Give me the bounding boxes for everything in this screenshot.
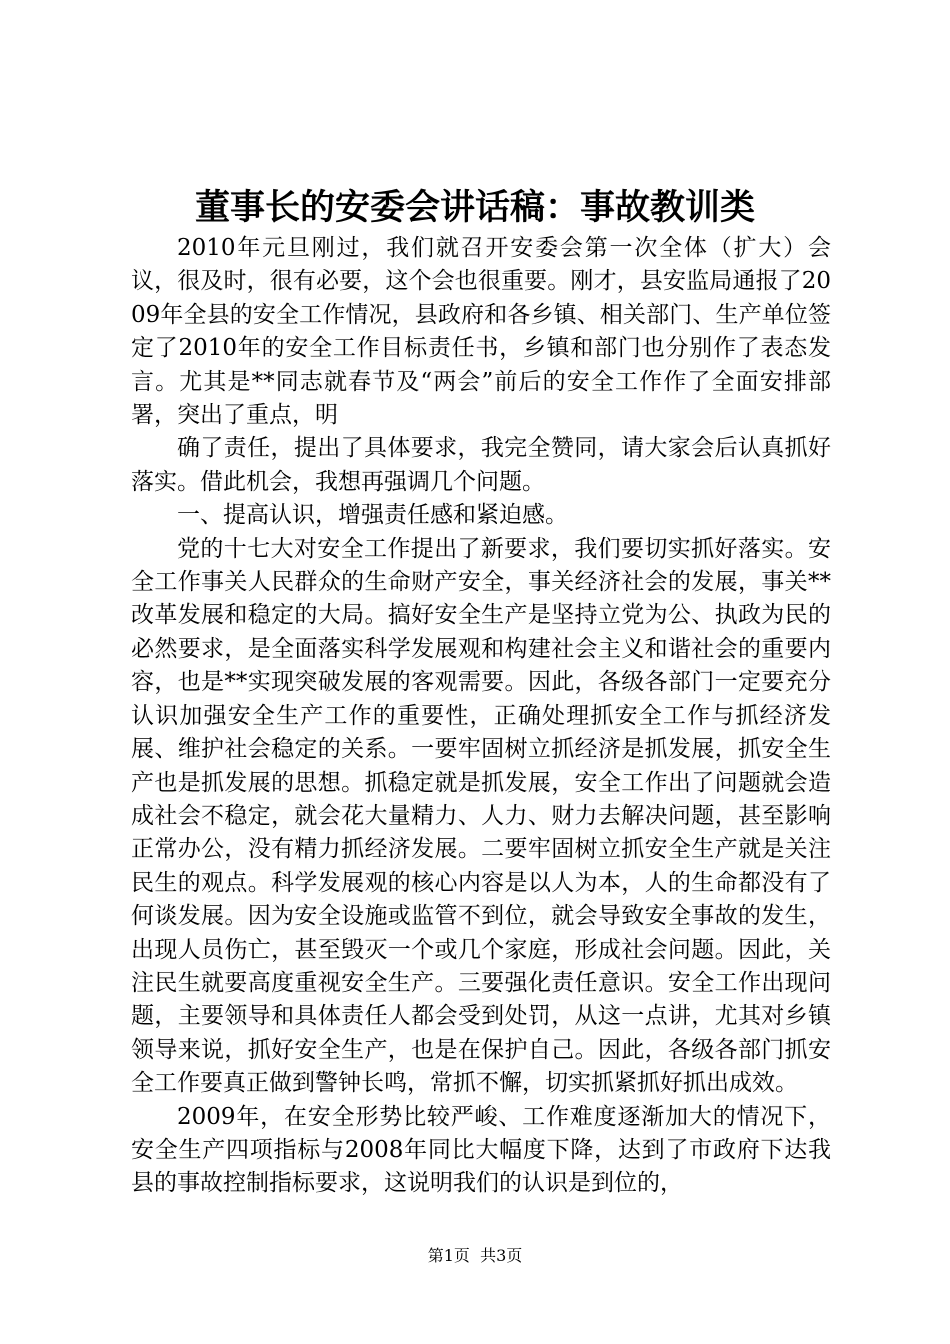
paragraph-4: 2009年，在安全形势比较严峻、工作难度逐渐加大的情况下，安全生产四项指标与2008年同比大幅度下降，达到了市政府下达我县的事故控制指标要求，这说明我们的认识是到位的， bbox=[131, 1103, 831, 1197]
page-number: 第1页 bbox=[427, 1246, 470, 1265]
document-title: 董事长的安委会讲话稿：事故教训类 bbox=[194, 187, 755, 228]
page-footer bbox=[0, 1246, 950, 1266]
paragraph-3: 党的十七大对安全工作提出了新要求，我们要切实抓好落实。安全工作事关人民群众的生命财产安全，事关经济社会的发展，事关**改革发展和稳定的大局。搞好安全生产是坚持立党为公、执政为民的必然要求，是全面落实科学发展观和构建社会主义和谐社会的重要内容，也是**实现突破发展的客观需要。因此，各级各部门一定要充分认识加强安全生产工作的重要性，正确处理抓安全工作与抓经济发展、维护社会稳定的关系。一要牢固树立抓经济是抓发展，抓安全生产也是抓发展的思想。抓稳定就是抓发展，安全工作出了问题就会造成社会不稳定，就会花大量精力、人力、财力去解决问题，甚至影响正常办公，没有精力抓经济发展。二要牢固树立抓安全生产就是关注民生的观点。科学发展观的核心内容是以人为本，人的生命都没有了何谈发展。因为安全设施或监管不到位，就会导致安全事故的发生，出现人员伤亡，甚至毁灭一个或几个家庭，形成社会问题。因此，关注民生就要高度重视安全生产。三要强化责任意识。安全工作出现问题，主要领导和具体责任人都会受到处罚，从这一点讲，尤其对乡镇领导来说，抓好安全生产，也是在保护自己。因此，各级各部门抓安全工作要真正做到警钟长鸣，常抓不懈，切实抓紧抓好抓出成效。 bbox=[131, 535, 831, 1097]
paragraph-1: 2010年元旦刚过，我们就召开安委会第一次全体（扩大）会议，很及时，很有必要，这个会也很重要。刚才，县安监局通报了2009年全县的安全工作情况，县政府和各乡镇、相关部门、生产单位签定了2010年的安全工作目标责任书，乡镇和部门也分别作了表态发言。尤其是**同志就春节及“两会”前后的安全工作作了全面安排部署，突出了重点，明 bbox=[131, 235, 831, 429]
document-body bbox=[131, 232, 831, 1201]
paragraph-2: 确了责任，提出了具体要求，我完全赞同，请大家会后认真抓好落实。借此机会，我想再强调几个问题。 bbox=[131, 435, 831, 495]
section-heading-1: 一、提高认识，增强责任感和紧迫感。 bbox=[177, 502, 568, 529]
page-total: 共3页 bbox=[480, 1246, 523, 1265]
